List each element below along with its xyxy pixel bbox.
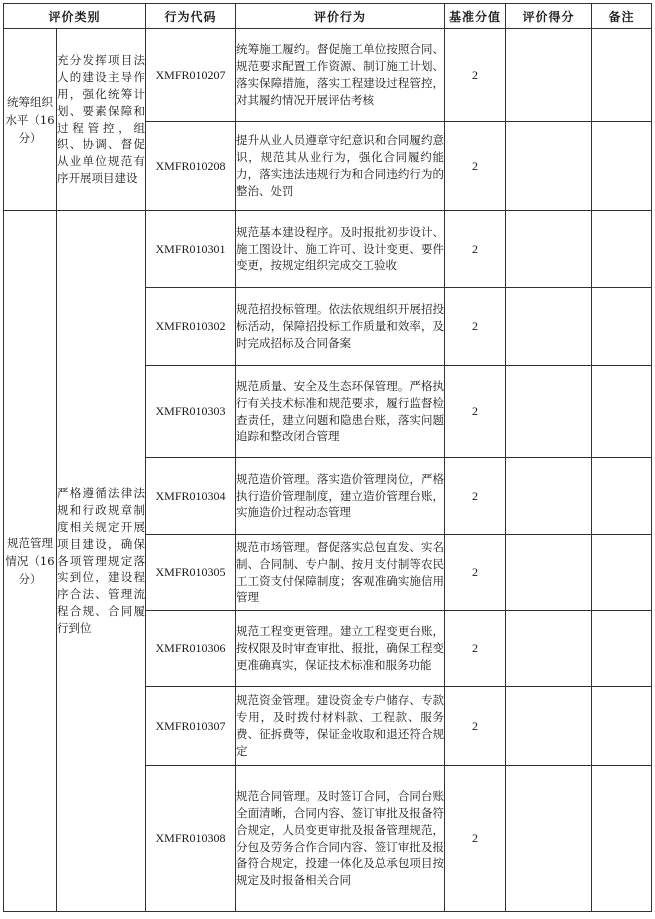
base-score: 2 (445, 211, 506, 288)
base-score: 2 (445, 122, 506, 211)
behavior-code: XMFR010308 (146, 766, 236, 912)
header-base-score: 基准分值 (445, 4, 506, 29)
score-cell[interactable] (506, 211, 592, 288)
base-score: 2 (445, 458, 506, 535)
header-code: 行为代码 (146, 4, 236, 29)
behavior-text: 规范招投标管理。依法依规组织开展招投标活动，保障招投标工作质量和效率，及时完成招标及合同备案 (236, 288, 445, 366)
behavior-code: XMFR010208 (146, 122, 236, 211)
behavior-text: 规范市场管理。督促落实总包直发、实名制、合同制、专户制、按月支付制等农民工工资支付保障制度；客观准确实施信用管理 (236, 535, 445, 611)
score-cell[interactable] (506, 122, 592, 211)
score-cell[interactable] (506, 535, 592, 611)
requirement-cell: 严格遵循法律法规和行政规章制度相关规定开展项目建设，确保各项管理规定落实到位，建设程序合法、管理流程合规、合同履行到位 (57, 211, 146, 912)
behavior-code: XMFR010302 (146, 288, 236, 366)
header-score: 评价得分 (506, 4, 592, 29)
behavior-text: 提升从业人员遵章守纪意识和合同履约意识，规范其从业行为，强化合同履约能力，落实违法违规行为和合同违约行为的整治、处罚 (236, 122, 445, 211)
score-cell[interactable] (506, 766, 592, 912)
base-score: 2 (445, 766, 506, 912)
behavior-code: XMFR010303 (146, 366, 236, 458)
behavior-code: XMFR010304 (146, 458, 236, 535)
remark-cell[interactable] (592, 288, 652, 366)
behavior-text: 规范工程变更管理。建立工程变更台账，按权限及时审查审批、报批，确保工程变更准确真实，保证技术标准和服务功能 (236, 611, 445, 687)
base-score: 2 (445, 687, 506, 766)
score-cell[interactable] (506, 366, 592, 458)
behavior-code: XMFR010301 (146, 211, 236, 288)
header-row (4, 4, 652, 29)
remark-cell[interactable] (592, 366, 652, 458)
behavior-text: 规范合同管理。及时签订合同，合同台账全面清晰，合同内容、签订审批及报备符合规定，人员变更审批及报备管理规范，分包及劳务合作合同内容、签订审批及报备符合规定，投建一体化及总承包项目按规定及时报备相关合同 (236, 766, 445, 912)
remark-cell[interactable] (592, 535, 652, 611)
base-score: 2 (445, 366, 506, 458)
requirement-cell: 充分发挥项目法人的建设主导作用，强化统筹计划、要素保障和过程管控，组织、协调、督促从业单位规范有序开展项目建设 (57, 29, 146, 211)
behavior-text: 规范造价管理。落实造价管理岗位，严格执行造价管理制度，建立造价管理台账，实施造价过程动态管理 (236, 458, 445, 535)
behavior-text: 统筹施工履约。督促施工单位按照合同、规范要求配置工作资源、制订施工计划、落实保障措施，落实工程建设过程管控，对其履约情况开展评估考核 (236, 29, 445, 122)
behavior-code: XMFR010307 (146, 687, 236, 766)
table-row (4, 29, 652, 122)
behavior-text: 规范质量、安全及生态环保管理。严格执行有关技术标准和规范要求，履行监督检查责任，建立问题和隐患台账，落实问题追踪和整改闭合管理 (236, 366, 445, 458)
score-cell[interactable] (506, 288, 592, 366)
header-remark: 备注 (592, 4, 652, 29)
evaluation-table (3, 3, 652, 912)
score-cell[interactable] (506, 458, 592, 535)
remark-cell[interactable] (592, 29, 652, 122)
base-score: 2 (445, 29, 506, 122)
table-row (4, 211, 652, 288)
header-behavior: 评价行为 (236, 4, 445, 29)
behavior-code: XMFR010306 (146, 611, 236, 687)
score-cell[interactable] (506, 687, 592, 766)
header-category: 评价类别 (4, 4, 146, 29)
behavior-text: 规范资金管理。建设资金专户储存、专款专用，及时拨付材料款、工程款、服务费、征拆费等，保证金收取和退还符合规定 (236, 687, 445, 766)
score-cell[interactable] (506, 29, 592, 122)
base-score: 2 (445, 288, 506, 366)
remark-cell[interactable] (592, 122, 652, 211)
base-score: 2 (445, 535, 506, 611)
base-score: 2 (445, 611, 506, 687)
remark-cell[interactable] (592, 687, 652, 766)
behavior-text: 规范基本建设程序。及时报批初步设计、施工图设计、施工许可、设计变更、要件变更，按规定组织完成交工验收 (236, 211, 445, 288)
score-cell[interactable] (506, 611, 592, 687)
remark-cell[interactable] (592, 766, 652, 912)
remark-cell[interactable] (592, 458, 652, 535)
category-cell: 统筹组织水平（16分） (4, 29, 57, 211)
category-cell: 规范管理情况（16分） (4, 211, 57, 912)
behavior-code: XMFR010305 (146, 535, 236, 611)
behavior-code: XMFR010207 (146, 29, 236, 122)
remark-cell[interactable] (592, 611, 652, 687)
remark-cell[interactable] (592, 211, 652, 288)
